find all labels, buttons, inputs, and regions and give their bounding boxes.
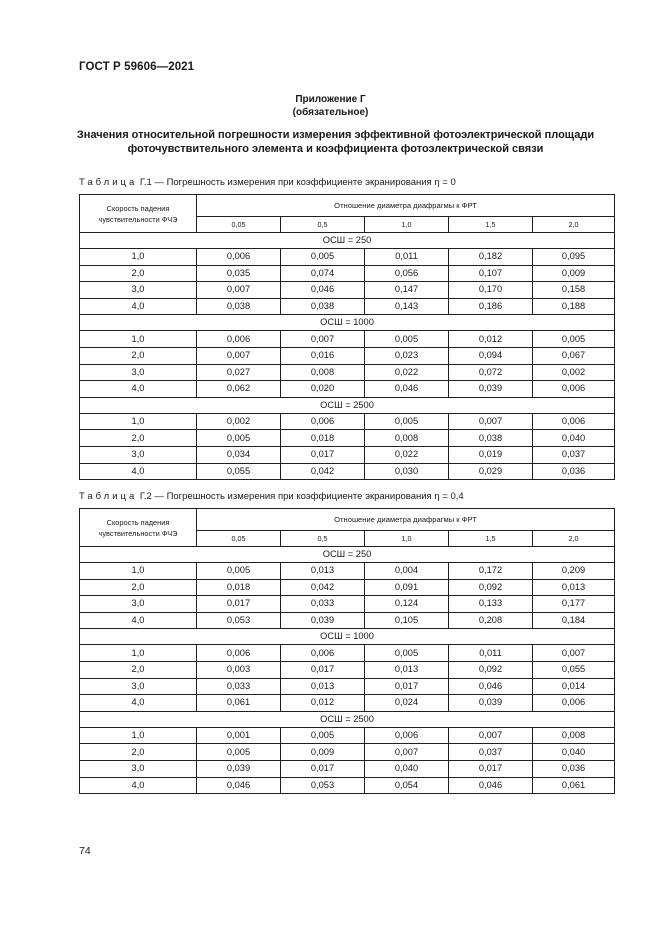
value-cell: 0,133 xyxy=(449,596,533,613)
speed-cell: 3,0 xyxy=(80,678,197,695)
value-cell: 0,039 xyxy=(449,695,533,712)
value-cell: 0,029 xyxy=(449,463,533,480)
value-cell: 0,040 xyxy=(533,744,615,761)
value-cell: 0,005 xyxy=(197,563,281,580)
ratio-header-cell: 2,0 xyxy=(533,531,615,547)
value-cell: 0,037 xyxy=(533,446,615,463)
value-cell: 0,005 xyxy=(197,744,281,761)
value-cell: 0,105 xyxy=(365,612,449,629)
speed-cell: 2,0 xyxy=(80,430,197,447)
value-cell: 0,094 xyxy=(449,347,533,364)
table-row xyxy=(80,579,615,596)
value-cell: 0,177 xyxy=(533,596,615,613)
value-cell: 0,035 xyxy=(197,265,281,282)
speed-cell: 3,0 xyxy=(80,282,197,299)
table-row xyxy=(80,249,615,266)
ratio-header-cell: 1,0 xyxy=(365,531,449,547)
value-cell: 0,046 xyxy=(281,282,365,299)
value-cell: 0,006 xyxy=(281,645,365,662)
ratio-header-cell: 1,5 xyxy=(449,217,533,233)
value-cell: 0,013 xyxy=(281,678,365,695)
value-cell: 0,017 xyxy=(281,760,365,777)
value-cell: 0,053 xyxy=(197,612,281,629)
value-cell: 0,002 xyxy=(533,364,615,381)
table-row xyxy=(80,331,615,348)
snr-section-row xyxy=(80,547,615,563)
value-cell: 0,036 xyxy=(533,760,615,777)
value-cell: 0,022 xyxy=(365,446,449,463)
value-cell: 0,013 xyxy=(533,579,615,596)
value-cell: 0,055 xyxy=(197,463,281,480)
ratio-header-cell: 1,5 xyxy=(449,531,533,547)
table-row xyxy=(80,744,615,761)
value-cell: 0,209 xyxy=(533,563,615,580)
speed-cell: 4,0 xyxy=(80,777,197,794)
value-cell: 0,040 xyxy=(533,430,615,447)
value-cell: 0,046 xyxy=(197,777,281,794)
table-caption-text: Г.2 — Погрешность измерения при коэффициенте экранирования η = 0,4 xyxy=(137,491,464,502)
table-row xyxy=(80,596,615,613)
ratio-header-cell: 0,5 xyxy=(281,531,365,547)
speed-cell: 3,0 xyxy=(80,446,197,463)
page-title-line-2: фоточувствительного элемента и коэффициента фотоэлектрической связи xyxy=(127,143,544,155)
value-cell: 0,042 xyxy=(281,579,365,596)
value-cell: 0,092 xyxy=(449,661,533,678)
value-cell: 0,002 xyxy=(197,413,281,430)
snr-section-label: ОСШ = 2500 xyxy=(80,711,615,727)
value-cell: 0,005 xyxy=(281,249,365,266)
header-row xyxy=(80,509,615,531)
value-cell: 0,003 xyxy=(197,661,281,678)
value-cell: 0,027 xyxy=(197,364,281,381)
value-cell: 0,095 xyxy=(533,249,615,266)
value-cell: 0,017 xyxy=(197,596,281,613)
appendix-status: (обязательное) xyxy=(292,107,369,118)
snr-section-label: ОСШ = 2500 xyxy=(80,397,615,413)
table-caption-word: Таблица xyxy=(79,491,138,502)
value-cell: 0,022 xyxy=(365,364,449,381)
value-cell: 0,013 xyxy=(281,563,365,580)
value-cell: 0,039 xyxy=(281,612,365,629)
value-cell: 0,007 xyxy=(365,744,449,761)
value-cell: 0,046 xyxy=(449,777,533,794)
table-row xyxy=(80,381,615,398)
value-cell: 0,009 xyxy=(533,265,615,282)
speed-cell: 1,0 xyxy=(80,331,197,348)
table-row xyxy=(80,347,615,364)
snr-section-label: ОСШ = 1000 xyxy=(80,315,615,331)
table-row xyxy=(80,463,615,480)
value-cell: 0,147 xyxy=(365,282,449,299)
value-cell: 0,006 xyxy=(197,645,281,662)
value-cell: 0,006 xyxy=(197,331,281,348)
table-row xyxy=(80,265,615,282)
value-cell: 0,014 xyxy=(533,678,615,695)
value-cell: 0,011 xyxy=(449,645,533,662)
value-cell: 0,016 xyxy=(281,347,365,364)
table-row xyxy=(80,612,615,629)
value-cell: 0,055 xyxy=(533,661,615,678)
table-row xyxy=(80,563,615,580)
value-cell: 0,061 xyxy=(533,777,615,794)
value-cell: 0,019 xyxy=(449,446,533,463)
value-cell: 0,143 xyxy=(365,298,449,315)
value-cell: 0,074 xyxy=(281,265,365,282)
value-cell: 0,017 xyxy=(449,760,533,777)
value-cell: 0,005 xyxy=(365,331,449,348)
table-row xyxy=(80,760,615,777)
value-cell: 0,067 xyxy=(533,347,615,364)
speed-cell: 3,0 xyxy=(80,596,197,613)
speed-cell: 3,0 xyxy=(80,364,197,381)
value-cell: 0,008 xyxy=(281,364,365,381)
speed-cell: 1,0 xyxy=(80,727,197,744)
value-cell: 0,006 xyxy=(365,727,449,744)
document-code: ГОСТ Р 59606—2021 xyxy=(79,61,195,73)
value-cell: 0,007 xyxy=(533,645,615,662)
value-cell: 0,172 xyxy=(449,563,533,580)
value-cell: 0,184 xyxy=(533,612,615,629)
value-cell: 0,005 xyxy=(365,645,449,662)
value-cell: 0,013 xyxy=(365,661,449,678)
appendix-title: Приложение Г xyxy=(295,94,366,105)
value-cell: 0,001 xyxy=(197,727,281,744)
table-row xyxy=(80,777,615,794)
snr-section-label: ОСШ = 250 xyxy=(80,547,615,563)
value-cell: 0,188 xyxy=(533,298,615,315)
value-cell: 0,038 xyxy=(281,298,365,315)
speed-cell: 4,0 xyxy=(80,463,197,480)
value-cell: 0,208 xyxy=(449,612,533,629)
table-caption-g1 xyxy=(79,177,456,188)
value-cell: 0,017 xyxy=(365,678,449,695)
value-cell: 0,011 xyxy=(365,249,449,266)
value-cell: 0,107 xyxy=(449,265,533,282)
value-cell: 0,023 xyxy=(365,347,449,364)
speed-cell: 1,0 xyxy=(80,645,197,662)
error-table-g1 xyxy=(79,194,615,480)
snr-section-row xyxy=(80,629,615,645)
value-cell: 0,006 xyxy=(533,413,615,430)
value-cell: 0,017 xyxy=(281,446,365,463)
value-cell: 0,037 xyxy=(449,744,533,761)
appendix-heading xyxy=(0,93,661,119)
page-title-line-1: Значения относительной погрешности измерения эффективной фотоэлектрической площади xyxy=(76,129,595,141)
page-number: 74 xyxy=(79,845,91,857)
ratio-header-cell: 0,5 xyxy=(281,217,365,233)
snr-section-label: ОСШ = 250 xyxy=(80,233,615,249)
value-cell: 0,008 xyxy=(365,430,449,447)
speed-cell: 4,0 xyxy=(80,695,197,712)
column-group-header: Отношение диаметра диафрагмы к ФРТ xyxy=(197,509,615,531)
value-cell: 0,018 xyxy=(197,579,281,596)
value-cell: 0,005 xyxy=(365,413,449,430)
value-cell: 0,039 xyxy=(449,381,533,398)
value-cell: 0,053 xyxy=(281,777,365,794)
value-cell: 0,186 xyxy=(449,298,533,315)
snr-section-row xyxy=(80,315,615,331)
speed-cell: 2,0 xyxy=(80,579,197,596)
value-cell: 0,006 xyxy=(533,381,615,398)
speed-cell: 4,0 xyxy=(80,298,197,315)
value-cell: 0,034 xyxy=(197,446,281,463)
value-cell: 0,006 xyxy=(533,695,615,712)
table-caption-g2 xyxy=(79,491,464,502)
value-cell: 0,017 xyxy=(281,661,365,678)
value-cell: 0,006 xyxy=(197,249,281,266)
table-row xyxy=(80,695,615,712)
speed-cell: 4,0 xyxy=(80,612,197,629)
value-cell: 0,040 xyxy=(365,760,449,777)
ratio-header-cell: 2,0 xyxy=(533,217,615,233)
speed-cell: 1,0 xyxy=(80,413,197,430)
table-row xyxy=(80,364,615,381)
ratio-header-cell: 0,05 xyxy=(197,531,281,547)
value-cell: 0,054 xyxy=(365,777,449,794)
table-caption-text: Г.1 — Погрешность измерения при коэффициенте экранирования η = 0 xyxy=(137,177,456,188)
table-row xyxy=(80,430,615,447)
table-row xyxy=(80,282,615,299)
row-header-cell: Скорость падения чувствительности ФЧЭ xyxy=(80,509,197,547)
column-group-header: Отношение диаметра диафрагмы к ФРТ xyxy=(197,195,615,217)
value-cell: 0,046 xyxy=(365,381,449,398)
value-cell: 0,158 xyxy=(533,282,615,299)
value-cell: 0,020 xyxy=(281,381,365,398)
value-cell: 0,038 xyxy=(197,298,281,315)
ratio-header-cell: 0,05 xyxy=(197,217,281,233)
value-cell: 0,008 xyxy=(533,727,615,744)
snr-section-row xyxy=(80,397,615,413)
value-cell: 0,007 xyxy=(449,727,533,744)
table-caption-word: Таблица xyxy=(79,177,138,188)
value-cell: 0,062 xyxy=(197,381,281,398)
table-row xyxy=(80,661,615,678)
table-row xyxy=(80,298,615,315)
speed-cell: 2,0 xyxy=(80,744,197,761)
table-row xyxy=(80,413,615,430)
value-cell: 0,006 xyxy=(281,413,365,430)
value-cell: 0,036 xyxy=(533,463,615,480)
row-header-cell: Скорость падения чувствительности ФЧЭ xyxy=(80,195,197,233)
value-cell: 0,005 xyxy=(281,727,365,744)
table-row xyxy=(80,446,615,463)
header-row xyxy=(80,195,615,217)
value-cell: 0,012 xyxy=(449,331,533,348)
value-cell: 0,007 xyxy=(449,413,533,430)
page-title xyxy=(60,128,611,156)
value-cell: 0,030 xyxy=(365,463,449,480)
error-table-g2 xyxy=(79,508,615,794)
value-cell: 0,072 xyxy=(449,364,533,381)
table-row xyxy=(80,727,615,744)
value-cell: 0,007 xyxy=(281,331,365,348)
ratio-header-cell: 1,0 xyxy=(365,217,449,233)
value-cell: 0,042 xyxy=(281,463,365,480)
value-cell: 0,091 xyxy=(365,579,449,596)
value-cell: 0,009 xyxy=(281,744,365,761)
value-cell: 0,004 xyxy=(365,563,449,580)
snr-section-label: ОСШ = 1000 xyxy=(80,629,615,645)
table-row xyxy=(80,678,615,695)
value-cell: 0,092 xyxy=(449,579,533,596)
speed-cell: 1,0 xyxy=(80,563,197,580)
value-cell: 0,012 xyxy=(281,695,365,712)
value-cell: 0,005 xyxy=(197,430,281,447)
speed-cell: 3,0 xyxy=(80,760,197,777)
snr-section-row xyxy=(80,711,615,727)
value-cell: 0,033 xyxy=(197,678,281,695)
value-cell: 0,007 xyxy=(197,282,281,299)
value-cell: 0,056 xyxy=(365,265,449,282)
value-cell: 0,007 xyxy=(197,347,281,364)
value-cell: 0,046 xyxy=(449,678,533,695)
speed-cell: 2,0 xyxy=(80,265,197,282)
value-cell: 0,005 xyxy=(533,331,615,348)
value-cell: 0,061 xyxy=(197,695,281,712)
value-cell: 0,024 xyxy=(365,695,449,712)
value-cell: 0,124 xyxy=(365,596,449,613)
snr-section-row xyxy=(80,233,615,249)
table-row xyxy=(80,645,615,662)
speed-cell: 1,0 xyxy=(80,249,197,266)
value-cell: 0,170 xyxy=(449,282,533,299)
speed-cell: 2,0 xyxy=(80,347,197,364)
value-cell: 0,182 xyxy=(449,249,533,266)
value-cell: 0,033 xyxy=(281,596,365,613)
value-cell: 0,018 xyxy=(281,430,365,447)
speed-cell: 2,0 xyxy=(80,661,197,678)
value-cell: 0,038 xyxy=(449,430,533,447)
value-cell: 0,039 xyxy=(197,760,281,777)
speed-cell: 4,0 xyxy=(80,381,197,398)
